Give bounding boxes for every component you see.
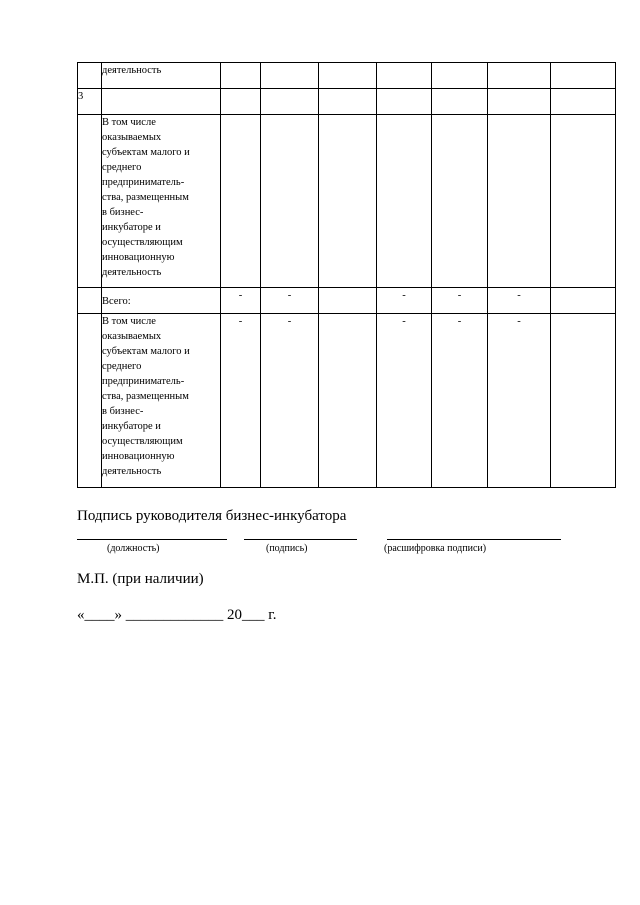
description-line: В том числе [102, 117, 156, 128]
value-cell [221, 63, 261, 89]
value-cell [319, 89, 377, 115]
row-number-cell [78, 314, 102, 488]
description-line: в бизнес- [102, 406, 144, 417]
value-cell: - [261, 314, 319, 488]
date-line: «____» _____________ 20___ г. [77, 607, 277, 623]
table-row [78, 115, 616, 288]
description-line: среднего [102, 162, 142, 173]
description-line: деятельность [102, 267, 162, 278]
table-row [78, 314, 616, 488]
value-cell [551, 314, 616, 488]
row-description: Всего: [102, 288, 221, 314]
signature-caption: (подпись) [266, 543, 308, 554]
value-cell [432, 89, 488, 115]
name-caption: (расшифровка подписи) [384, 543, 487, 554]
description-line: осуществляющим [102, 237, 183, 248]
position-caption: (должность) [107, 543, 160, 554]
description-line: среднего [102, 361, 142, 372]
value-cell [551, 63, 616, 89]
description-line: инкубаторе и [102, 421, 161, 432]
description-line: предприниматель- [102, 376, 185, 387]
row-number-cell [78, 63, 102, 89]
table-row [78, 89, 616, 115]
description-line: инновационную [102, 451, 175, 462]
row-description [102, 89, 221, 115]
description-line: оказываемых [102, 331, 162, 342]
value-cell [551, 89, 616, 115]
description-line: предприниматель- [102, 177, 185, 188]
value-cell: - [261, 288, 319, 314]
description-line: ства, размещенным [102, 192, 189, 203]
description-line: инновационную [102, 252, 175, 263]
row-number-cell [78, 288, 102, 314]
table-row [78, 288, 616, 314]
value-cell [377, 89, 432, 115]
value-cell [319, 288, 377, 314]
value-cell [488, 63, 551, 89]
table-row [78, 63, 616, 89]
row-description [102, 115, 221, 288]
value-cell [377, 115, 432, 288]
description-line: оказываемых [102, 132, 162, 143]
value-cell [221, 115, 261, 288]
value-cell [488, 89, 551, 115]
value-cell: - [488, 314, 551, 488]
value-cell [319, 314, 377, 488]
position-line [77, 539, 227, 540]
value-cell [261, 115, 319, 288]
row-description [102, 314, 221, 488]
value-cell: - [488, 288, 551, 314]
value-cell [432, 115, 488, 288]
services-table [77, 62, 616, 488]
value-cell [551, 288, 616, 314]
description-line: осуществляющим [102, 436, 183, 447]
description-line: субъектам малого и [102, 346, 190, 357]
name-line [387, 539, 561, 540]
description-line: ства, размещенным [102, 391, 189, 402]
value-cell [432, 63, 488, 89]
value-cell [319, 115, 377, 288]
value-cell: - [377, 288, 432, 314]
value-cell [221, 89, 261, 115]
description-line: в бизнес- [102, 207, 144, 218]
value-cell [319, 63, 377, 89]
row-number: 3 [78, 89, 102, 115]
signature-line [244, 539, 357, 540]
value-cell: - [221, 288, 261, 314]
stamp-text: М.П. (при наличии) [77, 571, 204, 587]
value-cell: - [432, 314, 488, 488]
value-cell [488, 115, 551, 288]
value-cell [551, 115, 616, 288]
value-cell: - [432, 288, 488, 314]
value-cell [261, 89, 319, 115]
row-number-cell [78, 115, 102, 288]
description-line: субъектам малого и [102, 147, 190, 158]
value-cell [261, 63, 319, 89]
signature-title: Подпись руководителя бизнес-инкубатора [77, 508, 347, 524]
value-cell [377, 63, 432, 89]
row-description: деятельность [102, 63, 221, 89]
description-line: деятельность [102, 466, 162, 477]
description-line: инкубаторе и [102, 222, 161, 233]
value-cell: - [377, 314, 432, 488]
description-line: В том числе [102, 316, 156, 327]
value-cell: - [221, 314, 261, 488]
